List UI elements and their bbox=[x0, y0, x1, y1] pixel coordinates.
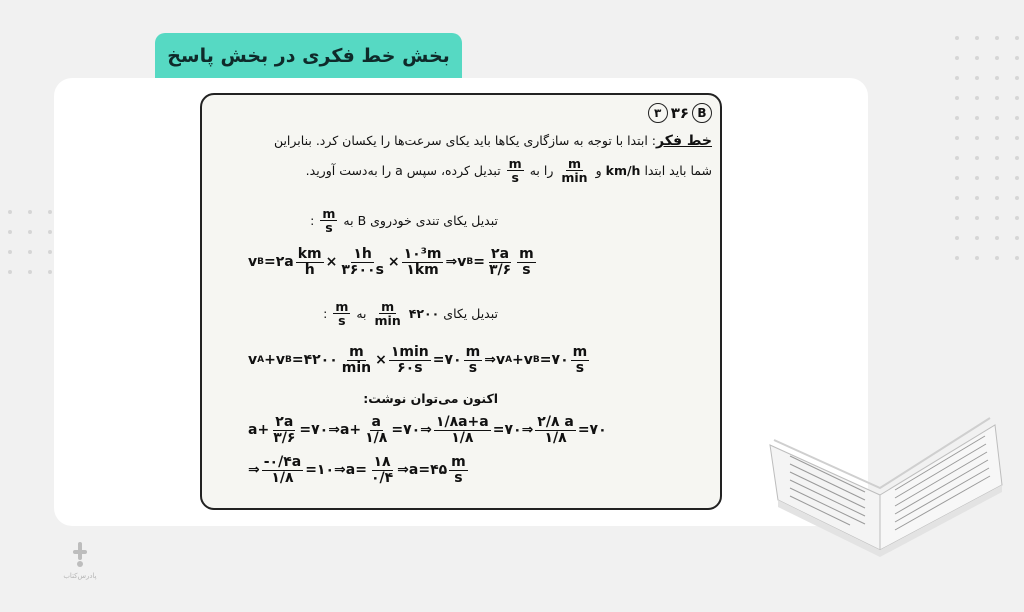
fraction: $\frac{۱۸}{۰/۴}$ bbox=[370, 454, 394, 486]
now-we-can-write-text: اکنون می‌توان نوشت: bbox=[363, 391, 498, 406]
fraction: $\frac{۱/۸a+a}{۱/۸}$ bbox=[435, 414, 489, 446]
fraction: $\frac{m}{s}$ bbox=[508, 156, 522, 186]
dot-grid-decoration bbox=[955, 36, 1019, 260]
convert-vb-text: تبدیل یکای تندی خودروی B به $\frac{m}{s}$ : bbox=[310, 206, 498, 236]
question-number: ۳۶ bbox=[670, 104, 689, 122]
equation-va-vb: v A + v B =۴۲۰۰ $\frac{m}{\min}$ × $\frac{۱\min}{۶۰s}$ =۷۰ $\frac{m}{s}$ ⇒ v A + v B =۷۰ $\frac{m}{s}$ bbox=[248, 344, 588, 376]
open-book-icon bbox=[760, 400, 1010, 560]
equation-solve-a: a+ $\frac{۲a}{۳/۶}$ =۷۰ ⇒ a+ $\frac{a}{۱/۸}$ =۷۰ ⇒ $\frac{۱/۸a+a}{۱/۸}$ =۷۰ ⇒ $\frac{۲/۸ a}{۱/۸}$ =۷۰ bbox=[248, 414, 607, 446]
solution-box bbox=[200, 93, 722, 510]
line-of-thought-badge: خط فکر bbox=[656, 133, 712, 149]
equation-final-a: ⇒ $\frac{-۰/۴a}{۱/۸}$ =۱۰ ⇒ a= $\frac{۱۸}{۰/۴}$ ⇒ a=۴۵ $\frac{m}{s}$ bbox=[248, 454, 466, 486]
logo-icon bbox=[70, 542, 90, 568]
fraction: $\frac{m}{\min}$ bbox=[561, 156, 588, 186]
option-letter-badge: B bbox=[692, 103, 712, 123]
intro-line: خط فکر: ابتدا با توجه به سازگاری یکاها باید یکای سرعت‌ها را یکسان کرد. بنابراین bbox=[273, 133, 712, 149]
fraction: $\frac{km}{h}$ bbox=[297, 246, 322, 278]
fraction: $\frac{۲a}{۳/۶}$ bbox=[273, 414, 296, 446]
section-title: بخش خط فکری در بخش پاسخ bbox=[167, 45, 450, 67]
fraction: $\frac{m}{s}$ bbox=[451, 454, 466, 486]
section-title-tab bbox=[155, 33, 462, 79]
fraction: $\frac{-۰/۴a}{۱/۸}$ bbox=[263, 454, 302, 486]
fraction: $\frac{۲a}{۳/۶}$ bbox=[488, 246, 512, 278]
fraction: $\frac{۲/۸ a}{۱/۸}$ bbox=[537, 414, 574, 446]
instruction-line: شما باید ابتدا km/h و $\frac{m}{\min}$ را به $\frac{m}{s}$ تبدیل کرده، سپس a را به‌دست آورید. bbox=[305, 156, 712, 186]
logo-text: پادرس‌کتاب bbox=[63, 572, 97, 580]
fraction: $\frac{m}{\min}$ bbox=[374, 299, 401, 329]
fraction: $\frac{m}{s}$ bbox=[572, 344, 588, 376]
fraction: $\frac{۱\min}{۶۰s}$ bbox=[390, 344, 429, 376]
fraction: $\frac{m}{s}$ bbox=[335, 299, 349, 329]
logo bbox=[58, 542, 102, 580]
dot-grid-decoration bbox=[8, 210, 52, 274]
question-number-row bbox=[648, 103, 712, 123]
fraction: $\frac{\text{۱۰³m}}{۱km}$ bbox=[403, 246, 442, 278]
fraction: $\frac{m}{s}$ bbox=[465, 344, 481, 376]
answer-choice-badge: ۳ bbox=[648, 103, 668, 123]
fraction: $\frac{m}{s}$ bbox=[519, 246, 534, 278]
fraction: $\frac{m}{\min}$ bbox=[341, 344, 372, 376]
fraction: $\frac{m}{s}$ bbox=[322, 206, 336, 236]
fraction: $\frac{۱h}{۳۶۰۰s}$ bbox=[341, 246, 384, 278]
equation-vb: v B =۲a $\frac{km}{h}$ × $\frac{۱h}{۳۶۰۰s}$ × $\frac{\text{۱۰³m}}{۱km}$ ⇒ v B = $\frac{۲a}{۳/۶}$ $\frac{m}{s}$ bbox=[248, 246, 534, 278]
convert-4200-text: تبدیل یکای ۴۲۰۰ $\frac{m}{\min}$ به $\frac{m}{s}$ : bbox=[323, 299, 498, 329]
fraction: $\frac{a}{۱/۸}$ bbox=[365, 414, 388, 446]
